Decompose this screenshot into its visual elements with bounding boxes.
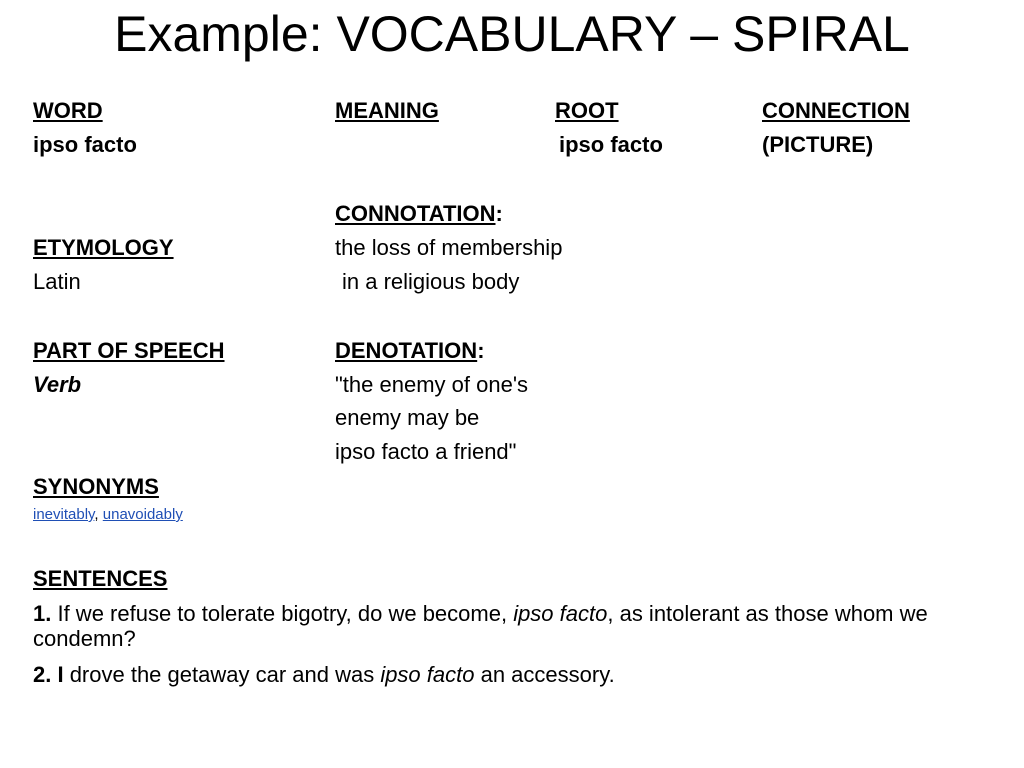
- header-connection: CONNECTION: [762, 98, 910, 123]
- synonym-link-unavoidably[interactable]: unavoidably: [102, 506, 183, 523]
- connotation-line-1: the loss of membership: [335, 235, 563, 260]
- part-of-speech-value: Verb: [33, 372, 82, 397]
- sentences-label: SENTENCES: [33, 566, 168, 591]
- header-meaning: MEANING: [335, 98, 439, 123]
- denotation-line-2: enemy may be: [335, 405, 480, 430]
- denotation-line-3: ipso facto a friend": [335, 439, 517, 464]
- connotation-label: CONNOTATION:: [335, 201, 503, 226]
- synonyms-list: [33, 505, 183, 525]
- etymology-label: ETYMOLOGY: [33, 235, 174, 260]
- denotation-label: DENOTATION:: [335, 338, 485, 363]
- root-value: ipso facto: [559, 132, 663, 157]
- word-value: ipso facto: [33, 132, 137, 157]
- etymology-value: Latin: [33, 269, 81, 294]
- sentence-2: 2. I drove the getaway car and was ipso facto an accessory.: [33, 662, 615, 687]
- denotation-line-1: "the enemy of one's: [335, 372, 529, 397]
- part-of-speech-label: PART OF SPEECH: [33, 338, 225, 363]
- header-word: WORD: [33, 98, 103, 123]
- synonyms-label: SYNONYMS: [33, 474, 159, 499]
- sentence-1-number: 1.: [33, 601, 52, 626]
- synonym-separator: ,: [94, 506, 103, 523]
- connotation-line-2: in a religious body: [342, 269, 520, 294]
- sentence-2-number: 2. I: [33, 662, 64, 687]
- connection-value: (PICTURE): [762, 132, 874, 157]
- synonym-link-inevitably[interactable]: inevitably: [33, 506, 95, 523]
- slide-title: Example: VOCABULARY – SPIRAL: [114, 6, 910, 62]
- header-root: ROOT: [555, 98, 619, 123]
- sentence-1: 1. If we refuse to tolerate bigotry, do we become, ipso facto, as intolerant as those whom we condemn?: [33, 601, 928, 651]
